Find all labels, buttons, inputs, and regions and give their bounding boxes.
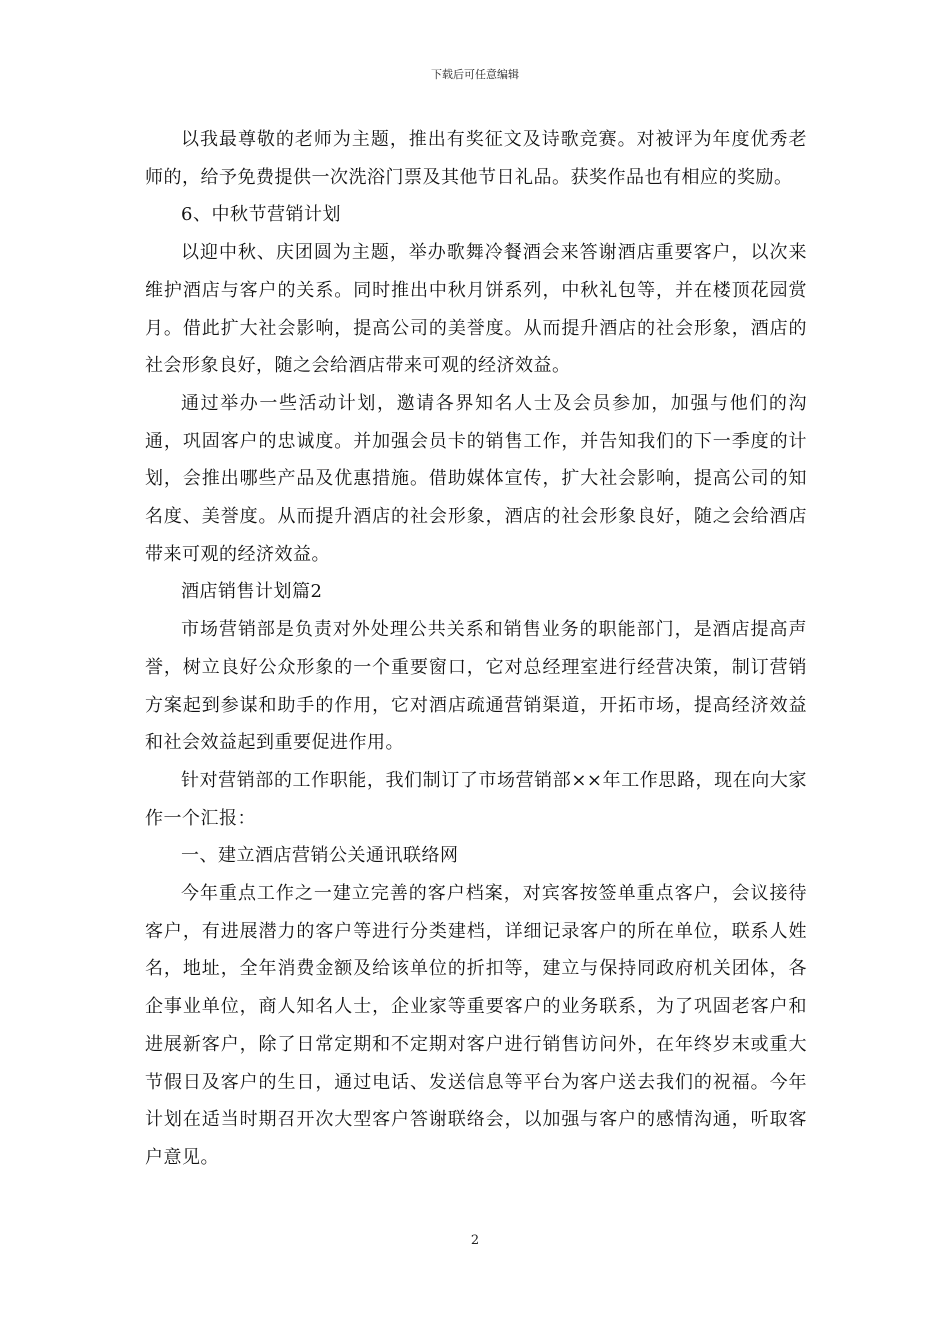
paragraph-mid-autumn-plan: 以迎中秋、庆团圆为主题，举办歌舞冷餐酒会来答谢酒店重要客户，以次来维护酒店与客户的关系。同时推出中秋月饼系列，中秋礼包等，并在楼顶花园赏月。借此扩大社会影响，提高公司的美誉度。从而提升酒店的社会形象，酒店的社会形象良好，随之会给酒店带来可观的经济效益。 [145,242,807,377]
section-heading-part-2: 酒店销售计划篇2 [181,581,323,603]
document-body [145,121,807,1177]
page-number: 2 [470,1233,480,1248]
section-heading-mid-autumn: 6、中秋节营销计划 [181,204,341,226]
page-header-note: 下载后可任意编辑 [431,68,519,81]
paragraph-marketing-department: 市场营销部是负责对外处理公共关系和销售业务的职能部门，是酒店提高声誉，树立良好公众形象的一个重要窗口，它对总经理室进行经营决策，制订营销方案起到参谋和助手的作用，它对酒店疏通营销渠道，开拓市场，提高经济效益和社会效益起到重要促进作用。 [145,619,807,754]
paragraph-activity-plan: 通过举办一些活动计划，邀请各界知名人士及会员参加，加强与他们的沟通，巩固客户的忠诚度。并加强会员卡的销售工作，并告知我们的下一季度的计划，会推出哪些产品及优惠措施。借助媒体宣传，扩大社会影响，提高公司的知名度、美誉度。从而提升酒店的社会形象，酒店的社会形象良好，随之会给酒店带来可观的经济效益。 [145,392,807,565]
paragraph-work-report: 针对营销部的工作职能，我们制订了市场营销部××年工作思路，现在向大家作一个汇报： [145,769,807,829]
paragraph-customer-archive: 今年重点工作之一建立完善的客户档案，对宾客按签单重点客户，会议接待客户，有进展潜力的客户等进行分类建档，详细记录客户的所在单位，联系人姓名，地址，全年消费金额及给该单位的折扣等，建立与保持同政府机关团体，各企事业单位，商人知名人士，企业家等重要客户的业务联系，为了巩固老客户和进展新客户，除了日常定期和不定期对客户进行销售访问外，在年终岁末或重大节假日及客户的生日，通过电话、发送信息等平台为客户送去我们的祝福。今年计划在适当时期召开次大型客户答谢联络会，以加强与客户的感情沟通，听取客户意见。 [145,883,807,1168]
section-heading-contact-network: 一、建立酒店营销公关通讯联络网 [181,845,459,867]
paragraph-teacher-theme: 以我最尊敬的老师为主题，推出有奖征文及诗歌竞赛。对被评为年度优秀老师的，给予免费提供一次洗浴门票及其他节日礼品。获奖作品也有相应的奖励。 [145,129,807,188]
